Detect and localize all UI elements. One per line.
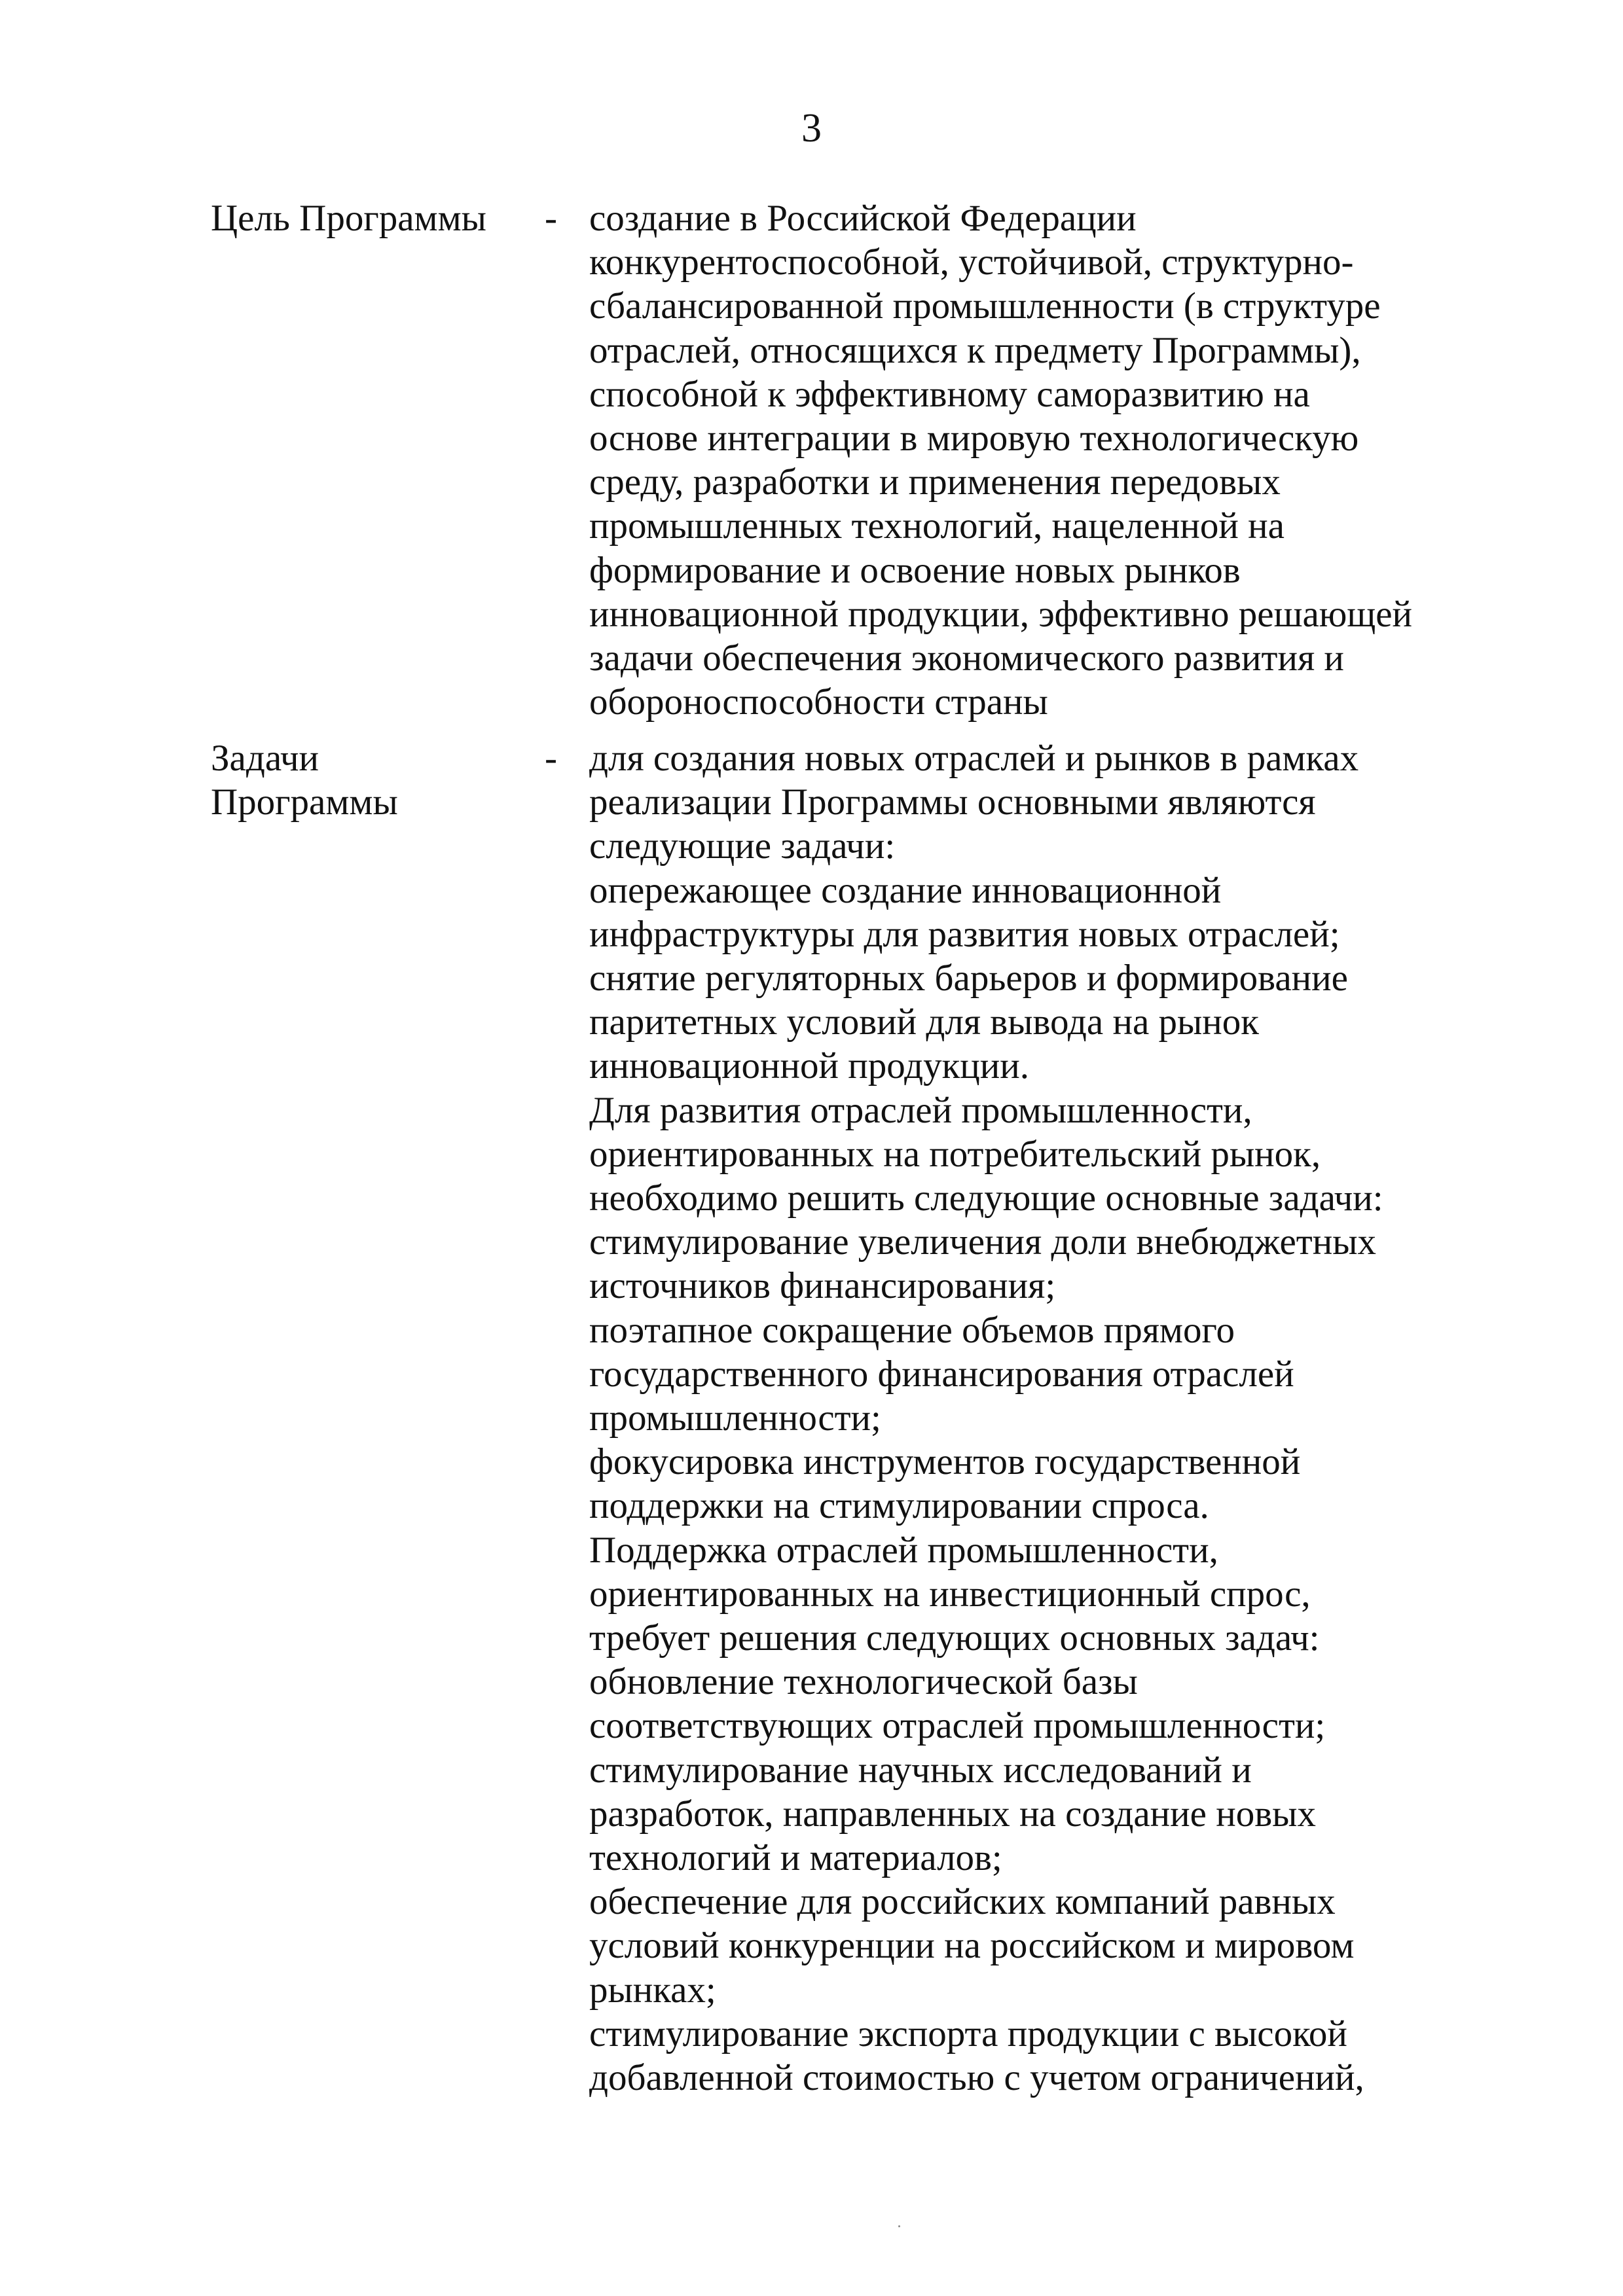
- text-line: ориентированных на потребительский рынок,: [589, 1133, 1321, 1175]
- text-line: источников финансирования;: [589, 1265, 1056, 1307]
- text-line: государственного финансирования отраслей: [589, 1353, 1294, 1395]
- goal-label-text: Цель Программы: [211, 198, 486, 239]
- scan-artifact: [898, 2225, 900, 2227]
- text-line: добавленной стоимостью с учетом ограничений,: [589, 2057, 1364, 2099]
- text-line: конкурентоспособной, устойчивой, структурно-: [589, 242, 1354, 283]
- text-line: необходимо решить следующие основные задачи:: [589, 1177, 1383, 1219]
- tasks-label: [211, 736, 551, 824]
- text-line: паритетных условий для вывода на рынок: [589, 1001, 1259, 1043]
- text-line: обеспечение для российских компаний равных: [589, 1881, 1336, 1923]
- text-line: Поддержка отраслей промышленности,: [589, 1529, 1218, 1571]
- text-line: стимулирование экспорта продукции с высокой: [589, 2013, 1347, 2054]
- text-line: для создания новых отраслей и рынков в рамках: [589, 738, 1359, 779]
- text-line: ориентированных на инвестиционный спрос,: [589, 1573, 1311, 1615]
- text-line: задачи обеспечения экономического развития и: [589, 637, 1344, 679]
- text-line: стимулирование увеличения доли внебюджетных: [589, 1221, 1377, 1263]
- text-line: основе интеграции в мировую технологическую: [589, 418, 1359, 459]
- text-line: условий конкуренции на российском и мировом: [589, 1925, 1355, 1967]
- text-line: требует решения следующих основных задач:: [589, 1617, 1320, 1659]
- goal-dash: -: [545, 198, 557, 239]
- tasks-label-line2: Программы: [211, 781, 398, 823]
- text-line: фокусировка инструментов государственной: [589, 1441, 1301, 1483]
- text-line: промышленных технологий, нацеленной на: [589, 505, 1285, 547]
- tasks-dash: -: [545, 738, 557, 779]
- text-line: реализации Программы основными являются: [589, 781, 1316, 823]
- text-line: инфраструктуры для развития новых отраслей;: [589, 913, 1340, 955]
- text-line: поэтапное сокращение объемов прямого: [589, 1309, 1235, 1351]
- text-line: инновационной продукции.: [589, 1045, 1030, 1087]
- text-line: обороноспособности страны: [589, 681, 1048, 723]
- text-line: опережающее создание инновационной: [589, 869, 1222, 911]
- text-line: сбалансированной промышленности (в структуре: [589, 285, 1381, 327]
- text-line: соответствующих отраслей промышленности;: [589, 1705, 1326, 1747]
- text-line: снятие регуляторных барьеров и формирование: [589, 958, 1348, 999]
- text-line: стимулирование научных исследований и: [589, 1749, 1252, 1791]
- text-line: промышленности;: [589, 1397, 881, 1439]
- text-line: инновационной продукции, эффективно решающей: [589, 593, 1413, 635]
- text-line: формирование и освоение новых рынков: [589, 549, 1241, 591]
- tasks-text: [589, 736, 1440, 2100]
- text-line: среду, разработки и применения передовых: [589, 461, 1281, 503]
- text-line: технологий и материалов;: [589, 1837, 1002, 1879]
- text-line: способной к эффективному саморазвитию на: [589, 373, 1310, 415]
- text-line: следующие задачи:: [589, 825, 896, 867]
- tasks-label-line1: Задачи: [211, 738, 319, 779]
- goal-text: [589, 196, 1440, 724]
- text-line: отраслей, относящихся к предмету Программы),: [589, 329, 1361, 371]
- text-line: обновление технологической базы: [589, 1661, 1138, 1703]
- text-line: разработок, направленных на создание новых: [589, 1793, 1316, 1835]
- text-line: Для развития отраслей промышленности,: [589, 1089, 1252, 1131]
- page-number: 3: [801, 106, 822, 151]
- text-line: рынках;: [589, 1969, 716, 2011]
- text-line: поддержки на стимулировании спроса.: [589, 1485, 1209, 1527]
- goal-label: [211, 196, 551, 240]
- text-line: создание в Российской Федерации: [589, 198, 1137, 239]
